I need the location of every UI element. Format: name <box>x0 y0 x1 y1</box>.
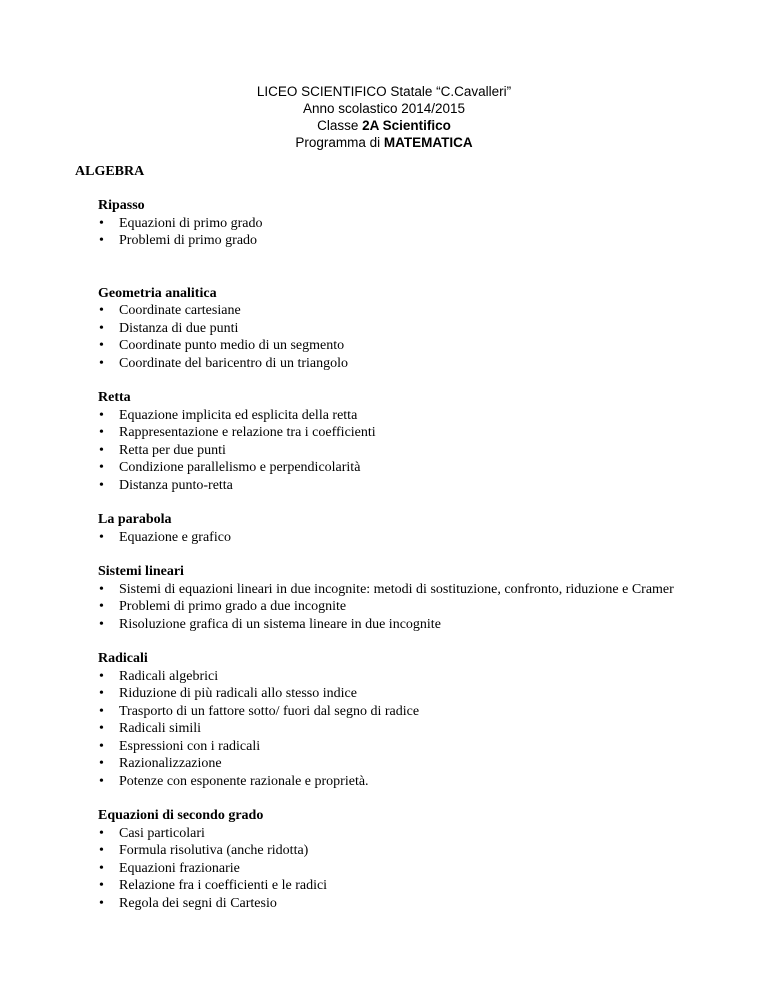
bullet-icon: • <box>99 773 104 789</box>
bullet-icon: • <box>99 303 104 318</box>
section-geometria-analitica <box>98 285 698 373</box>
item-text: Condizione parallelismo e perpendicolarità <box>119 460 361 475</box>
item-text: Casi particolari <box>119 825 205 841</box>
document-header <box>0 83 768 151</box>
item-text: Equazioni di primo grado <box>119 215 263 231</box>
list-item <box>98 720 698 738</box>
item-text: Potenze con esponente razionale e proprietà. <box>119 773 369 789</box>
list-item <box>98 877 698 895</box>
list-item <box>98 407 698 425</box>
section-ripasso <box>98 197 698 250</box>
item-text: Equazione e grafico <box>119 529 231 545</box>
bullet-icon: • <box>99 721 104 736</box>
list-item <box>98 895 698 913</box>
section-title: Equazioni di secondo grado <box>98 808 264 823</box>
list-item <box>98 459 698 477</box>
bullet-icon: • <box>99 442 104 458</box>
section-spacer <box>98 250 698 285</box>
class-line <box>0 117 768 134</box>
bullet-icon: • <box>99 843 104 858</box>
list-item <box>98 668 698 686</box>
item-text: Radicali algebrici <box>119 668 219 684</box>
section-retta <box>98 389 698 494</box>
bullet-icon: • <box>99 878 104 893</box>
section-parabola <box>98 511 698 546</box>
program-line <box>0 134 768 151</box>
item-text: Coordinate cartesiane <box>119 303 241 318</box>
item-list <box>98 407 698 495</box>
program-content <box>98 197 698 912</box>
list-item <box>98 232 698 250</box>
bullet-icon: • <box>99 338 104 353</box>
item-text: Coordinate del baricentro di un triangolo <box>119 355 348 371</box>
list-item <box>98 860 698 878</box>
bullet-icon: • <box>99 320 104 336</box>
program-label: Programma di <box>295 135 384 150</box>
bullet-icon: • <box>99 407 104 423</box>
item-text: Espressioni con i radicali <box>119 738 261 754</box>
section-equazioni-secondo-grado <box>98 807 698 912</box>
item-text: Risoluzione grafica di un sistema lineare in due incognite <box>119 616 441 632</box>
item-text: Distanza di due punti <box>119 320 239 336</box>
item-list <box>98 825 698 913</box>
item-text: Equazioni frazionarie <box>119 860 240 876</box>
subject-name: MATEMATICA <box>383 135 473 150</box>
list-item <box>98 302 698 320</box>
bullet-icon: • <box>99 215 104 231</box>
list-item <box>98 424 698 442</box>
bullet-icon: • <box>99 738 104 754</box>
section-spacer <box>98 546 698 563</box>
list-item <box>98 755 698 773</box>
bullet-icon: • <box>99 895 104 911</box>
item-text: Equazione implicita ed esplicita della retta <box>119 407 358 423</box>
item-text: Razionalizzazione <box>119 756 222 771</box>
list-item <box>98 842 698 860</box>
list-item <box>98 616 698 634</box>
section-title: Retta <box>98 390 131 405</box>
bullet-icon: • <box>99 355 104 371</box>
item-text: Formula risolutiva (anche ridotta) <box>119 843 309 858</box>
list-item <box>98 477 698 495</box>
main-section-title: ALGEBRA <box>75 164 145 179</box>
bullet-icon: • <box>99 425 104 440</box>
section-spacer <box>98 494 698 511</box>
list-item <box>98 320 698 338</box>
item-text: Retta per due punti <box>119 442 226 458</box>
item-text: Relazione fra i coefficienti e le radici <box>119 878 328 893</box>
list-item <box>98 442 698 460</box>
item-text: Distanza punto-retta <box>119 477 233 493</box>
section-spacer <box>98 633 698 650</box>
list-item <box>98 738 698 756</box>
list-item <box>98 825 698 843</box>
bullet-icon: • <box>99 529 104 545</box>
item-list <box>98 302 698 372</box>
item-list <box>98 581 698 634</box>
section-sistemi-lineari <box>98 563 698 633</box>
section-radicali <box>98 650 698 790</box>
item-list <box>98 529 698 547</box>
bullet-icon: • <box>99 581 104 597</box>
list-item <box>98 337 698 355</box>
section-title: Geometria analitica <box>98 285 217 301</box>
bullet-icon: • <box>99 616 104 632</box>
item-text: Sistemi di equazioni lineari in due incognite: metodi di sostituzione, confronto, riduzione e Cramer <box>119 581 674 597</box>
bullet-icon: • <box>99 825 104 841</box>
list-item <box>98 685 698 703</box>
list-item <box>98 703 698 721</box>
list-item <box>98 598 698 616</box>
item-text: Coordinate punto medio di un segmento <box>119 338 345 353</box>
item-text: Problemi di primo grado a due incognite <box>119 599 347 614</box>
list-item <box>98 773 698 791</box>
item-list <box>98 668 698 791</box>
bullet-icon: • <box>99 599 104 614</box>
class-name: 2A Scientifico <box>362 118 451 133</box>
school-name: LICEO SCIENTIFICO Statale “C.Cavalleri” <box>256 84 512 99</box>
school-year: Anno scolastico 2014/2015 <box>302 101 466 116</box>
item-text: Riduzione di più radicali allo stesso indice <box>119 686 357 701</box>
class-label: Classe <box>317 118 363 133</box>
bullet-icon: • <box>99 686 104 701</box>
item-text: Problemi di primo grado <box>119 233 258 248</box>
item-text: Rappresentazione e relazione tra i coefficienti <box>119 425 376 440</box>
bullet-icon: • <box>99 233 104 248</box>
bullet-icon: • <box>99 756 104 771</box>
bullet-icon: • <box>99 460 104 475</box>
list-item <box>98 355 698 373</box>
bullet-icon: • <box>99 477 104 493</box>
list-item <box>98 529 698 547</box>
list-item <box>98 581 698 599</box>
section-title: Ripasso <box>98 198 145 213</box>
bullet-icon: • <box>99 668 104 684</box>
list-item <box>98 215 698 233</box>
section-title: Radicali <box>98 651 148 666</box>
section-title: La parabola <box>98 512 172 527</box>
item-text: Trasporto di un fattore sotto/ fuori dal segno di radice <box>119 703 420 719</box>
item-list <box>98 215 698 250</box>
section-spacer <box>98 790 698 807</box>
section-title: Sistemi lineari <box>98 564 184 579</box>
item-text: Regola dei segni di Cartesio <box>119 895 277 911</box>
bullet-icon: • <box>99 703 104 719</box>
section-spacer <box>98 372 698 389</box>
bullet-icon: • <box>99 860 104 876</box>
item-text: Radicali simili <box>119 721 202 736</box>
